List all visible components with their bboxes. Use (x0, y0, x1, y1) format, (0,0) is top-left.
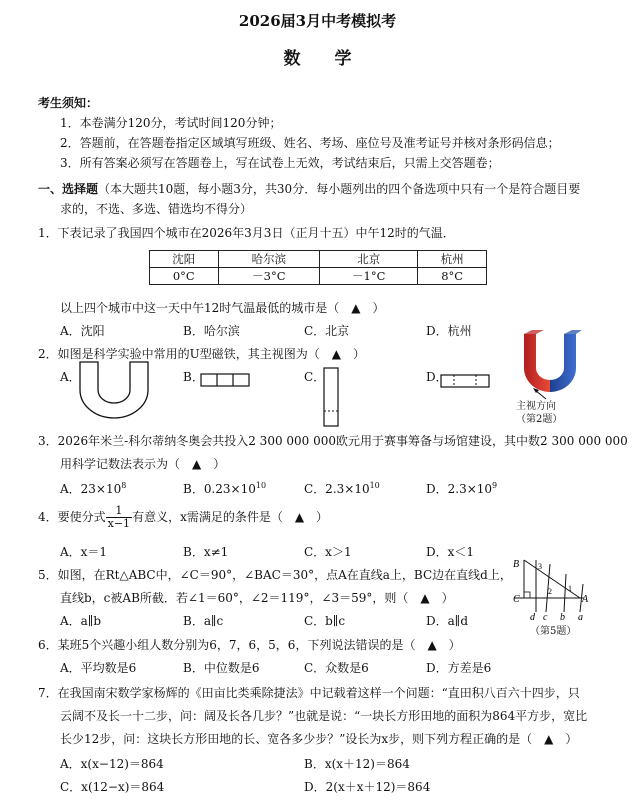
q5-stem: 5．如图，在Rt△ABC中，∠C＝90°，∠BAC＝30°，点A在直线a上，BC边在直线d上， (38, 568, 512, 582)
line-c-label: c (543, 612, 548, 623)
q7-stem-3: 长少12步，问：这块长方形田地的长、宽各多少步？”设长为x步，则下列方程正确的是（ ▲ ） (60, 732, 578, 746)
q2-option-d[interactable]: D． (426, 370, 448, 384)
q7-option-c[interactable]: C．x(12−x)＝864 (60, 780, 165, 794)
table-cell: 沈阳 (150, 251, 219, 268)
temperature-table (149, 250, 487, 285)
table-cell: 0°C (150, 268, 219, 285)
q3-option-c[interactable] (304, 480, 380, 497)
q5-option-b[interactable]: B．a∥c (183, 614, 224, 628)
point-a-label: A (582, 594, 589, 605)
option-exponent: 10 (255, 481, 267, 490)
q4-suffix: 有意义，x需满足的条件是（ ▲ ） (132, 510, 329, 524)
q3-option-d[interactable] (426, 480, 497, 497)
angle-1-label: 1 (568, 584, 572, 593)
table-cell: －3°C (218, 268, 319, 285)
subject-title: 数 学 (283, 49, 366, 69)
q1-stem: 1．下表记录了我国四个城市在2026年3月3日（正月十五）中午12时的气温． (38, 226, 455, 240)
section-label: 一、选择题 (38, 182, 99, 196)
q4-stem (38, 505, 328, 530)
q2-option-a[interactable]: A． (60, 370, 81, 384)
notice-heading: 考生须知： (38, 96, 99, 110)
option-exponent: 10 (369, 481, 380, 490)
q1-option-a[interactable]: A．沈阳 (60, 324, 105, 338)
q2-figure-c-tall-rect (322, 367, 342, 429)
q4-prefix: 4．要使分式 (38, 510, 106, 524)
point-b-label: B (513, 559, 520, 570)
q2-figure-a-u-shape (74, 360, 154, 422)
section-heading (38, 180, 580, 197)
q2-stem: 2．如图是科学实验中常用的U型磁铁，其主视图为（ ▲ ） (38, 347, 365, 361)
fraction-numerator: 1 (106, 505, 132, 518)
q2-fig-label: 主视方向 (516, 401, 556, 412)
q6-option-b[interactable]: B．中位数是6 (183, 661, 260, 675)
notice-item: 2．答题前，在答题卷指定区域填写班级、姓名、考场、座位号及准考证号并核对条形码信息； (60, 136, 560, 150)
point-c-label: C (513, 594, 520, 605)
q6-option-c[interactable]: C．众数是6 (304, 661, 369, 675)
q4-option-b[interactable]: B．x≠1 (183, 545, 229, 559)
table-cell: －1°C (320, 268, 418, 285)
fraction-denominator: x−1 (107, 517, 131, 530)
q7-option-d[interactable]: D．2(x＋x＋12)＝864 (304, 780, 431, 794)
q2-option-b[interactable]: B． (183, 370, 204, 384)
q3-stem-2: 用科学记数法表示为（ ▲ ） (60, 457, 226, 471)
q5-fig-caption: （第5题） (530, 626, 577, 637)
q2-figure-b-rectangles (200, 372, 252, 388)
line-a-label: a (578, 612, 583, 623)
line-b-label: b (560, 612, 565, 623)
option-text: C．2.3×10 (304, 482, 370, 496)
section-desc: （本大题共10题，每小题3分，共30分．每小题列出的四个备选项中只有一个是符合题目要 (98, 182, 581, 196)
q3-option-b[interactable] (183, 480, 266, 497)
q6-option-a[interactable]: A．平均数是6 (60, 661, 137, 675)
q7-stem: 7．在我国南宋数学家杨辉的《田亩比类乘除捷法》中记载着这样一个问题：“直田积八百六十四步，只 (38, 686, 580, 700)
option-exponent: 9 (492, 481, 498, 490)
table-cell: 哈尔滨 (218, 251, 319, 268)
q7-option-b[interactable]: B．x(x＋12)＝864 (304, 757, 410, 771)
option-text: B．0.23×10 (183, 482, 256, 496)
angle-2-label: 2 (548, 587, 552, 596)
q6-stem: 6．某班5个兴趣小组人数分别为6，7，6，5，6，下列说法错误的是（ ▲ ） (38, 638, 461, 652)
q2-option-c[interactable]: C． (304, 370, 326, 384)
q1-option-b[interactable]: B．哈尔滨 (183, 324, 240, 338)
q3-stem: 3．2026年米兰-科尔蒂纳冬奥会共投入2 300 000 000欧元用于赛事筹备与场馆建设，其中数2 300 000 000 (38, 434, 628, 448)
table-cell: 杭州 (418, 251, 487, 268)
table-cell: 北京 (320, 251, 418, 268)
section-desc-2: 求的，不选、多选、错选均不得分） (60, 202, 253, 216)
q4-fraction (106, 505, 132, 530)
q6-option-d[interactable]: D．方差是6 (426, 661, 492, 675)
q2-figure-d-dashed-rect (440, 373, 492, 389)
q5-option-a[interactable]: A．a∥b (60, 614, 102, 628)
q3-option-a[interactable] (60, 480, 126, 497)
option-exponent: 8 (121, 481, 127, 490)
table-row (150, 268, 487, 285)
q4-option-d[interactable]: D．x＜1 (426, 545, 475, 559)
q5-option-d[interactable]: D．a∥d (426, 614, 469, 628)
q2-fig-caption: （第2题） (516, 414, 563, 425)
line-d-label: d (530, 612, 535, 623)
q7-stem-2: 云阔不及长一十二步，问：阔及长各几步？”也就是说：“一块长方形田地的面积为864平方步，宽比 (60, 709, 588, 723)
notice-item: 1．本卷满分120分，考试时间120分钟； (60, 116, 282, 130)
q1-option-d[interactable]: D．杭州 (426, 324, 472, 338)
q5-geometry-figure (510, 554, 590, 624)
q5-stem-2: 直线b，c被AB所截．若∠1＝60°，∠2＝119°，∠3＝59°，则（ ▲ ） (60, 591, 454, 605)
q4-option-c[interactable]: C．x＞1 (304, 545, 352, 559)
option-text: A．23×10 (60, 482, 122, 496)
table-cell: 8°C (418, 268, 487, 285)
angle-3-label: 3 (538, 562, 542, 571)
q1-question: 以上四个城市中这一天中午12时气温最低的城市是（ ▲ ） (60, 301, 385, 315)
q7-option-a[interactable]: A．x(x−12)＝864 (60, 757, 164, 771)
q5-option-c[interactable]: C．b∥c (304, 614, 346, 628)
exam-title: 2026届3月中考模拟考 (238, 12, 397, 30)
table-row (150, 251, 487, 268)
u-magnet-icon (514, 330, 584, 396)
q1-option-c[interactable]: C．北京 (304, 324, 350, 338)
option-text: D．2.3×10 (426, 482, 493, 496)
q4-option-a[interactable]: A．x＝1 (60, 545, 108, 559)
notice-item: 3．所有答案必须写在答题卷上，写在试卷上无效，考试结束后，只需上交答题卷； (60, 156, 500, 170)
